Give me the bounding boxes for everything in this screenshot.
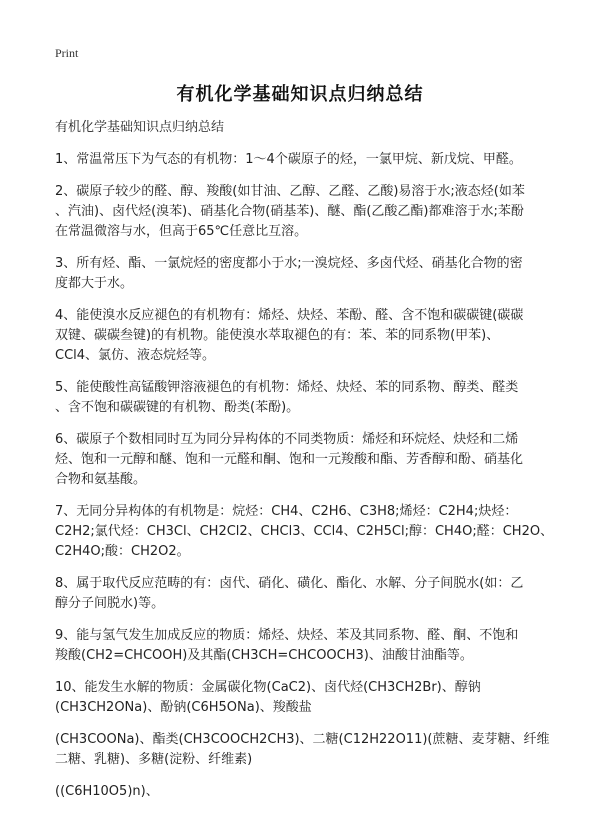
paragraph-line: 4、能使溴水反应褪色的有机物有：烯烃、炔烃、苯酚、醛、含不饱和碳碳键(碳碳 <box>55 308 524 323</box>
paragraph-5 <box>55 378 555 418</box>
paragraph-11 <box>55 730 555 770</box>
paragraph-line: 10、能发生水解的物质：金属碳化物(CaC2)、卤代烃(CH3CH2Br)、醇钠 <box>55 680 481 695</box>
paragraph-line: 、汽油)、卤代烃(溴苯)、硝基化合物(硝基苯)、醚、酯(乙酸乙酯)都难溶于水;苯酚 <box>55 204 524 219</box>
print-link[interactable]: Print <box>55 46 79 60</box>
paragraph-line: ((C6H10O5)n)、 <box>55 784 159 799</box>
paragraph-line: 烃、饱和一元醇和醚、饱和一元醛和酮、饱和一元羧酸和酯、芳香醇和酚、硝基化 <box>55 452 524 467</box>
paragraph-line: 1、常温常压下为气态的有机物：1～4个碳原子的烃，一氯甲烷、新戊烷、甲醛。 <box>55 152 522 167</box>
paragraph-line: C2H2;氯代烃：CH3Cl、CH2Cl2、CHCl3、CCl4、C2H5Cl;醇：CH4O;醛：CH2O、 <box>55 524 554 539</box>
document-subtitle: 有机化学基础知识点归纳总结 <box>55 120 225 135</box>
paragraph-line: 6、碳原子个数相同时互为同分异构体的不同类物质：烯烃和环烷烃、炔烃和二烯 <box>55 432 519 447</box>
paragraph-line: 度都大于水。 <box>55 276 134 291</box>
paragraph-line: 9、能与氢气发生加成反应的物质：烯烃、炔烃、苯及其同系物、醛、酮、不饱和 <box>55 628 519 643</box>
paragraph-line: 醇分子间脱水)等。 <box>55 596 165 611</box>
paragraph-7 <box>55 502 555 562</box>
paragraph-line: 、含不饱和碳碳键的有机物、酚类(苯酚)。 <box>55 400 300 415</box>
paragraph-line: 羧酸(CH2=CHCOOH)及其酯(CH3CH=CHCOOCH3)、油酸甘油酯等。 <box>55 648 473 663</box>
paragraph-line: (CH3COONa)、酯类(CH3COOCH2CH3)、二糖(C12H22O11)(蔗糖、麦芽糖、纤维 <box>55 732 550 747</box>
paragraph-line: (CH3CH2ONa)、酚钠(C6H5ONa)、羧酸盐 <box>55 700 312 715</box>
paragraph-list <box>55 150 555 802</box>
paragraph-1 <box>55 150 555 170</box>
page-title: 有机化学基础知识点归纳总结 <box>176 84 424 105</box>
paragraph-line: 在常温微溶与水，但高于65℃任意比互溶。 <box>55 224 308 239</box>
paragraph-8 <box>55 574 555 614</box>
paragraph-line: 3、所有烃、酯、一氯烷烃的密度都小于水;一溴烷烃、多卤代烃、硝基化合物的密 <box>55 256 523 271</box>
paragraph-line: CCl4、氯仿、液态烷烃等。 <box>55 348 216 363</box>
paragraph-line: 合物和氨基酸。 <box>55 472 147 487</box>
paragraph-line: 7、无同分异构体的有机物是：烷烃：CH4、C2H6、C3H8;烯烃：C2H4;炔烃： <box>55 504 518 519</box>
paragraph-12 <box>55 782 555 802</box>
paragraph-6 <box>55 430 555 490</box>
paragraph-line: 双键、碳碳叁键)的有机物。能使溴水萃取褪色的有：苯、苯的同系物(甲苯)、 <box>55 328 500 343</box>
paragraph-line: 5、能使酸性高锰酸钾溶液褪色的有机物：烯烃、炔烃、苯的同系物、醇类、醛类 <box>55 380 519 395</box>
document-body <box>55 118 555 814</box>
paragraph-3 <box>55 254 555 294</box>
paragraph-10 <box>55 678 555 718</box>
paragraph-4 <box>55 306 555 366</box>
paragraph-2 <box>55 182 555 242</box>
paragraph-9 <box>55 626 555 666</box>
paragraph-line: 2、碳原子较少的醛、醇、羧酸(如甘油、乙醇、乙醛、乙酸)易溶于水;液态烃(如苯 <box>55 184 525 199</box>
paragraph-line: 二糖、乳糖)、多糖(淀粉、纤维素) <box>55 752 253 767</box>
paragraph-line: 8、属于取代反应范畴的有：卤代、硝化、磺化、酯化、水解、分子间脱水(如：乙 <box>55 576 524 591</box>
paragraph-line: C2H4O;酸：CH2O2。 <box>55 544 190 559</box>
